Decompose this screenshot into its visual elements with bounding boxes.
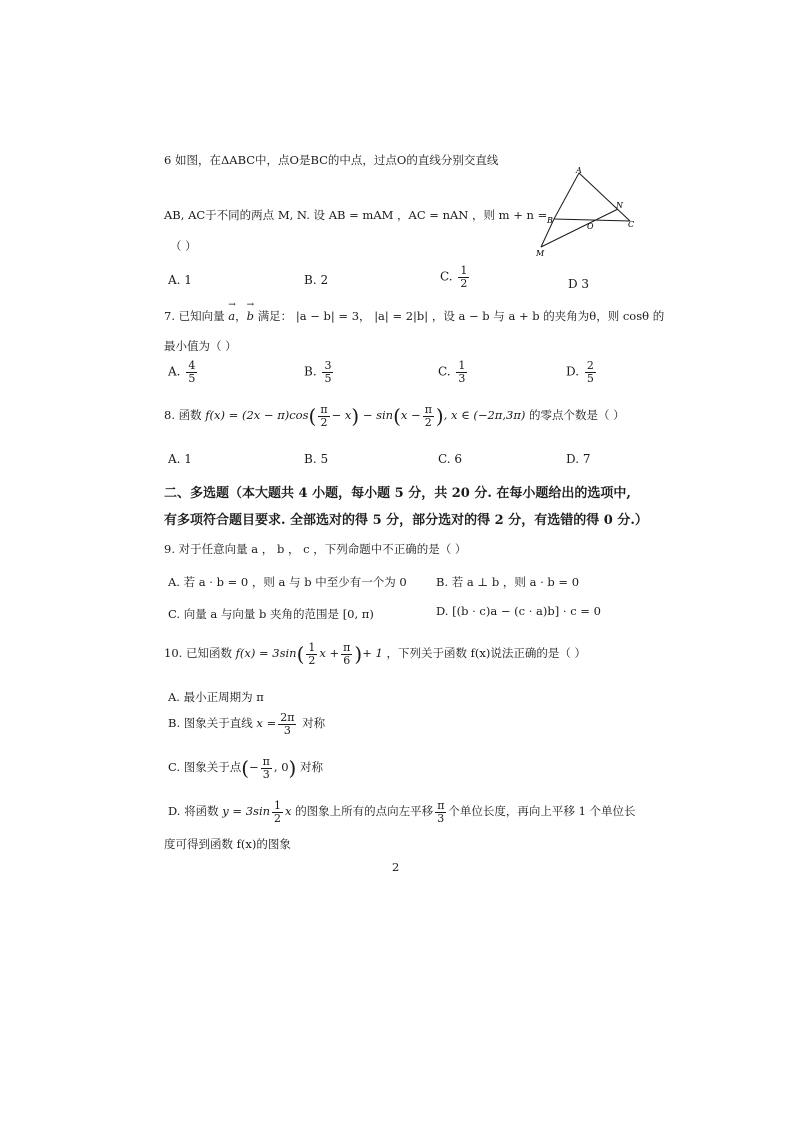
q6-option-c-fraction [458,265,469,289]
q10-formula-b: x + [319,646,340,661]
paren-open: ( [308,404,317,429]
q8-stem [164,404,625,428]
label-b: B [547,216,553,225]
frac-den: 3 [437,811,445,825]
frac-num: π [262,755,270,768]
q8-formula-e: , x ∈ (−2π,3π) [443,408,526,423]
q10-option-c-neg: − [249,760,259,775]
q7-line2: 最小值为（ ） [164,339,237,353]
frac-num: 1 [274,799,282,812]
q7-option-a-fraction [186,360,197,384]
q8-option-b: B. 5 [304,452,329,466]
q9-option-c: C. 向量 a 与向量 b 夹角的范围是 [0, π) [168,607,374,621]
q10-formula-a: f(x) = 3sin [235,646,297,661]
q6-option-d: D 3 [568,277,590,291]
q8-option-a: A. 1 [168,452,192,466]
frac-den: 2 [274,811,282,825]
frac-num: 2π [280,711,295,724]
q7-line1: 7. 已知向量 → a，→ b 满足： |a − b| = 3， |a| = 2|b| ，设 a − b 与 a + b 的夹角为θ，则 cosθ 的 [164,308,664,324]
q7-option-b-fraction [322,360,333,384]
q7-option-d [566,360,598,384]
q9-option-a: A. 若 a · b = 0 ，则 a 与 b 中至少有一个为 0 [168,575,407,589]
frac-den: 2 [308,653,316,667]
frac-num: 3 [324,359,332,372]
q10-stem [164,642,586,666]
q10-option-d-line2: 度可得到函数 f(x)的图象 [164,837,291,851]
q7-option-d-fraction [585,360,596,384]
q10-option-d-prefix: D. 将函数 [168,804,219,819]
q6-option-b: B. 2 [304,273,329,287]
frac-den: 3 [458,371,466,385]
paren-close: ) [351,404,360,429]
q7-option-c-fraction [456,360,467,384]
q7-cond1: |a − b| = 3 [295,309,360,323]
q6-option-a: A. 1 [168,273,192,287]
q6-line1: 6 如图，在ΔABC中，点O是BC的中点，过点O的直线分别交直线 [164,153,499,167]
label-o: O [587,222,594,231]
frac-den: 6 [343,653,351,667]
q10-frac-half [306,642,317,666]
frac-den: 2 [320,415,328,429]
frac-num: π [437,799,445,812]
q10-formula-c: + 1 [362,646,383,661]
frac-num: 2 [586,359,594,372]
frac-den: 5 [324,371,332,385]
q10-option-d-fraction [272,800,283,824]
q8-formula-d: x − [400,408,421,423]
q10-option-d-shift [435,800,446,824]
frac-den: 2 [460,276,468,290]
q9-option-b: B. 若 a ⊥ b ，则 a · b = 0 [436,575,580,589]
q7-prefix: 7. 已知向量 [164,309,225,323]
q8-option-c: C. 6 [438,452,463,466]
q8-formula-a: f(x) = (2x − π)cos [205,408,309,423]
frac-num: π [320,403,328,416]
frac-num: 4 [188,359,196,372]
label-m: M [536,249,545,258]
label-n: N [616,201,623,210]
q10-option-c [168,756,323,780]
q6-option-c [440,265,471,289]
frac-num: π [424,403,432,416]
q10-suffix: ，下列关于函数 f(x)说法正确的是（ ） [386,646,587,661]
q6-option-c-prefix: C. [440,269,453,284]
vector-a: → a [228,309,235,323]
paren-open: ( [393,404,401,429]
q8-frac-pi-2b [423,404,434,428]
q7-option-c-prefix: C. [438,364,451,379]
paren-open: ( [241,756,250,781]
q7-option-c [438,360,469,384]
q7-option-d-prefix: D. [566,364,580,379]
frac-num: π [343,641,351,654]
q7-option-b-prefix: B. [304,364,317,379]
frac-num: 1 [460,264,468,277]
paren-open: ( [296,642,305,667]
q10-option-d-line1 [168,800,636,824]
q10-option-c-prefix: C. 图象关于点 [168,760,242,775]
frac-den: 5 [188,371,196,385]
frac-den: 3 [283,723,291,737]
q10-option-b-fraction [278,712,296,736]
q10-prefix: 10. 已知函数 [164,646,232,661]
q7-mid: 满足： [257,309,293,323]
q8-formula-c: − sin [362,408,394,423]
q6-answer-paren: （ ） [170,239,197,253]
paren-close: ) [354,642,363,667]
q8-prefix: 8. 函数 [164,408,202,423]
q10-option-b [168,712,325,736]
paren-close: ) [435,404,444,429]
q9-option-d: D. [(b · c)a − (c · a)b] · c = 0 [436,604,601,618]
q8-frac-pi-2 [318,404,329,428]
q7-cond2: |a| = 2|b| [374,309,429,323]
frac-num: 1 [308,641,316,654]
section-header-line1: 二、多选题（本大题共 4 小题，每小题 5 分，共 20 分. 在每小题给出的选项中, [164,486,631,501]
frac-num: 1 [458,359,466,372]
vector-b: → b [247,309,254,323]
paren-close: ) [288,756,297,781]
q10-option-d-suffix: 个单位长度，再向上平移 1 个单位长 [448,804,636,819]
frac-den: 5 [586,371,594,385]
q10-option-d-mid: 的图象上所有的点向左平移 [295,804,434,819]
q10-option-c-fraction [261,756,272,780]
q7-option-a-prefix: A. [168,364,181,379]
q10-option-b-suffix: 对称 [302,716,326,731]
q10-option-b-prefix: B. 图象关于直线 [168,716,253,731]
q8-formula-b: − x [331,408,352,423]
q7-option-b [304,360,335,384]
q10-option-b-x: x = [256,716,277,731]
q7-option-a [168,360,199,384]
page-number: 2 [392,860,400,874]
q10-option-a: A. 最小正周期为 π [168,690,264,704]
triangle-figure [530,163,640,259]
q10-option-d-x: x [285,804,292,819]
q7-suffix: ，设 a − b 与 a + b 的夹角为θ，则 cosθ 的 [431,309,665,323]
label-c: C [628,220,635,229]
section-header-line2: 有多项符合题目要求. 全部选对的得 5 分，部分选对的得 2 分，有选错的得 0 分.） [164,513,648,528]
q9-stem: 9. 对于任意向量 a ， b ， c ，下列命题中不正确的是（ ） [164,542,467,556]
q8-suffix: 的零点个数是（ ） [529,408,625,423]
frac-den: 3 [262,767,270,781]
frac-den: 2 [424,415,432,429]
q8-option-d: D. 7 [566,452,591,466]
label-a: A [576,166,582,175]
q10-option-c-tail: , 0 [273,760,289,775]
q10-option-c-suffix: 对称 [300,760,323,775]
q10-frac-pi-6 [341,642,352,666]
q10-option-d-formula: y = 3sin [222,804,271,819]
q6-line2: AB, AC于不同的两点 M, N. 设 AB = mAM ，AC = nAN ，则 m + n = [164,208,548,222]
